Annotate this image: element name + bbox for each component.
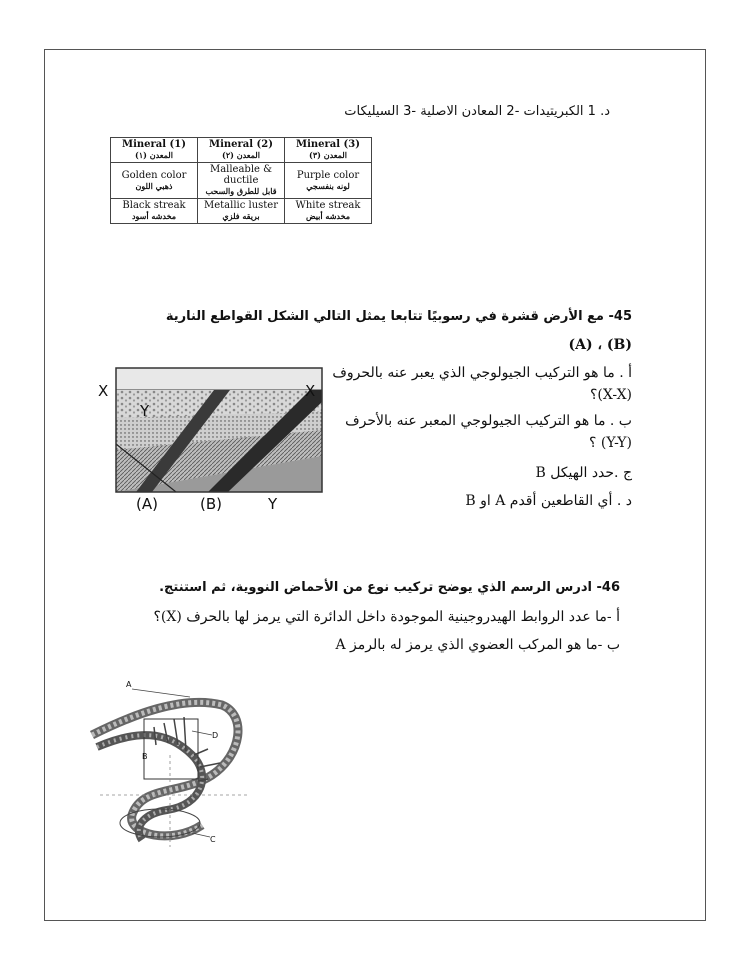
table-header-cell: Mineral (2) المعدن (٢) [198, 138, 285, 163]
table-cell: White streak مخدشه أبيض [285, 199, 372, 224]
q45-title: 45- مع الأرض قشرة في رسوبيًا تتابعا يمثل التالي الشكل القواطع النارية [165, 309, 632, 324]
table-cell: Metallic luster بريقه فلزي [198, 199, 285, 224]
q45-part-b: ب . ما هو التركيب الجيولوجي المعبر عنه بالأحرف [345, 413, 632, 429]
q45-part-c: ج .حدد الهيكل B [535, 465, 632, 481]
q45-part-a-cont: ؟(X-X) [589, 387, 632, 403]
label-x-left: X [98, 382, 109, 400]
table-row [111, 163, 372, 199]
q45-part-b-cont: ؟ (Y-Y) [589, 435, 632, 451]
label-a: (A) [136, 495, 158, 513]
table-header-cell: Mineral (1) المعدن (١) [111, 138, 198, 163]
table-header-row [111, 138, 372, 163]
q45-title-cont: (A) ، (B) [568, 337, 632, 353]
table-cell: Golden color ذهبي اللون [111, 163, 198, 199]
label-x-right: X [305, 382, 316, 400]
table-cell: Black streak مخدشه أسود [111, 199, 198, 224]
q45-part-a: أ . ما هو التركيب الجيولوجي الذي يعبر عنه بالحروف [332, 365, 632, 381]
table-header-cell: Mineral (3) المعدن (٣) [285, 138, 372, 163]
dna-label-c: C [210, 835, 216, 844]
q46-part-b: ب -ما هو المركب العضوي الذي يرمز له بالرمز A [335, 637, 620, 653]
mineral-table [110, 137, 372, 224]
label-b: (B) [200, 495, 222, 513]
q46-part-a: أ -ما عدد الروابط الهيدروجينية الموجودة داخل الدائرة التي يرمز لها بالحرف (X)؟ [153, 609, 620, 625]
dna-label-b: B [142, 752, 148, 761]
label-y-top: Y [140, 402, 150, 420]
dna-label-d: D [212, 731, 219, 740]
q46-title: 46- ادرس الرسم الذي يوضح تركيب نوع من الأحماض النووية، ثم استنتج. [159, 580, 620, 595]
dna-double-helix-figure [72, 675, 252, 850]
options-line: د. 1 الكبريتيدات -2 المعادن الاصلية -3 السيليكات [344, 104, 610, 119]
table-cell: Purple color لونه بنفسجي [285, 163, 372, 199]
label-y-bottom: Y [268, 495, 278, 513]
table-cell: Malleable & ductile قابل للطرق والسحب [198, 163, 285, 199]
table-row [111, 199, 372, 224]
q45-part-d: د . أي القاطعين أقدم A او B [465, 493, 632, 509]
dna-label-a: A [126, 680, 132, 689]
